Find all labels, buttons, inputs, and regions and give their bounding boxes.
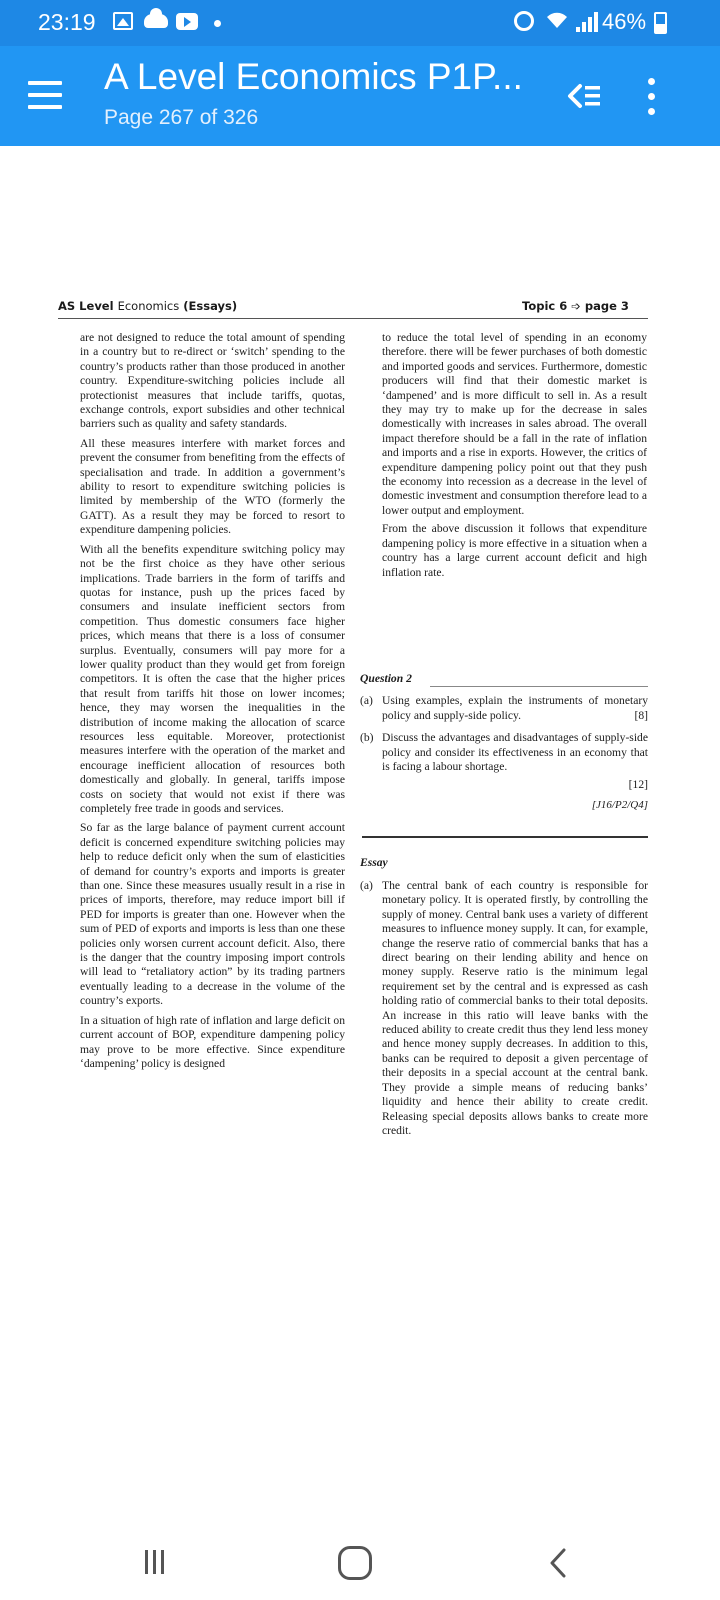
navigation-bar [0,1526,720,1600]
question-part-a [360,694,648,723]
right-column [382,331,647,584]
essay-answer [360,879,648,1138]
header-section: (Essays) [183,299,238,313]
question-title-rule [430,686,648,687]
question-part-text: Discuss the advantages and disadvantages of supply-side policy and consider its effectiveness in an economy that is facing a labour shortage. [382,731,648,774]
question-part-b [360,731,648,793]
home-icon[interactable] [338,1546,372,1580]
wifi-icon [545,10,569,36]
header-subject: Economics [117,299,180,313]
question-title: Question 2 [360,672,412,685]
app-bar [0,46,720,146]
battery-icon [654,12,667,34]
question-part-label: (b) [360,731,374,745]
cloud-icon [144,14,168,28]
paragraph: All these measures interfere with market forces and prevent the consumer from benefiting from the effects of specialisation and trade. In addition a government’s ability to resort to expenditure switching policies is limited by membership of the WTO (formerly the GATT). As a result they may be forced to resort to expenditure dampening policies. [80,436,345,537]
essay-part-label: (a) [360,879,373,892]
essay-text: The central bank of each country is responsible for monetary policy. It is operated firstly, by controlling the supply of money. Central bank uses a variety of different measures to influence money supply. It can, for example, change the reserve ratio of commercial banks that has a direct bearing on their lending ability and hence on money supply. Reserve ratio is the minimum legal requirement set by the central and is expressed as cash holding ratio of commercial banks to their total deposits. An increase in this ratio will leave banks with the reduced ability to create credit thus they lend less money and hence money supply decreases. In addition to this, banks can be required to deposit a given percentage of their deposits in a special account at the central bank. They provide a simple means of reducing banks’ liquidity and hence their ability to create credit. Releasing special deposits allows banks to create more credit. [382,879,648,1137]
question-marks: [8] [634,708,648,722]
document-page [0,146,720,1526]
question-block [360,672,648,812]
question-bottom-rule [362,836,648,838]
gallery-icon [113,12,133,30]
question-part-text: Using examples, explain the instruments of monetary policy and supply-side policy. [382,694,648,722]
paragraph: With all the benefits expenditure switching policy may not be the first choice as they have other serious implications. Trade barriers in the form of tariffs and quotas for instance, push up the prices faced by consumers and insulate inefficient sectors from competition. Thus domestic consumers face higher prices, which means that there is a loss of consumer surplus. Eventually, consumers will pay more for a lower quality product than they would get from foreign competitors. It is often the case that the higher prices that result from tariffs hit those on lower incomes; hence, they may worsen the inequalities in the distribution of income making the allocation of scarce resources less equitable. Moreover, protectionist measures interfere with the operation of the market and encourage inefficient allocation of resources both domestically and globally. In general, tariffs impose costs on society that would not exist if there was completely free trade in goods and services. [80,542,345,815]
status-bar [0,0,720,46]
paragraph: From the above discussion it follows that expenditure dampening policy is more effective in a situation when a country has a large current account deficit and high inflation rate. [382,522,647,579]
play-icon [176,13,198,30]
signal-icon [574,12,600,32]
paragraph: are not designed to reduce the total amount of spending in a country but to re-direct or ‘switch’ spending to the country’s products rather than those produced in another country. Expenditure-switching policies include all protectionist measures that include tariffs, quotas, exchange controls, export subsidies and other technical barriers such as quality and safety standards. [80,331,345,431]
text-to-speech-icon[interactable] [566,82,602,110]
back-icon[interactable] [544,1548,572,1578]
question-code: [J16/P2/Q4] [591,798,648,811]
more-options-icon[interactable] [646,78,656,116]
paragraph: to reduce the total level of spending in an economy therefore. there will be fewer purchases of both domestic and imported goods and services. Furthermore, domestic producers will find that their domestic market is ‘dampened’ and is more difficult to sell in. As a result they may try to make up for the decrease in sales domestically with increases in sales abroad. The overall impact therefore should be a fall in the rate of inflation and imports and a rise in exports. However, the critics of expenditure dampening policy point out that they push the economy into recession as a decrease in the level of domestic investment and consumption therefore lead to a lower output and employment. [382,331,647,517]
alarm-icon [514,11,534,31]
header-level: AS Level [58,299,114,313]
header-rule [58,318,648,319]
document-title: A Level Economics P1P... [104,56,523,97]
question-marks: [12] [628,778,648,792]
menu-icon[interactable] [28,81,62,109]
running-header-right: Topic 6 ➩ page 3 [522,299,629,313]
essay-title: Essay [360,856,388,869]
left-column [80,331,345,1076]
paragraph: In a situation of high rate of inflation and large deficit on current account of BOP, expenditure dampening policy may prove to be more effective. Since expenditure ‘dampening’ policy is designed [80,1013,345,1070]
question-part-label: (a) [360,694,373,708]
notification-dot-icon [214,20,221,27]
status-time: 23:19 [38,9,96,35]
page-indicator: Page 267 of 326 [104,106,259,129]
running-header-left [58,299,237,313]
paragraph: So far as the large balance of payment current account deficit is concerned expenditure switching policies may help to reduce deficit only when the sum of elasticities of demand for country’s exports and imports is greater than one. Since these measures usually result in a rise in prices of imports, therefore, may reduce import bill if PED for imports is greater than one. However when the sum of PED of exports and imports is less than one these policies only worsen current account deficit. Also, there is the danger that the country imposing import controls will lead to “retaliatory action” by its trading partners eventually leading to a decrease in the volume of the country’s exports. [80,821,345,1008]
recent-apps-icon[interactable] [143,1550,167,1574]
battery-percentage: 46% [602,9,647,34]
